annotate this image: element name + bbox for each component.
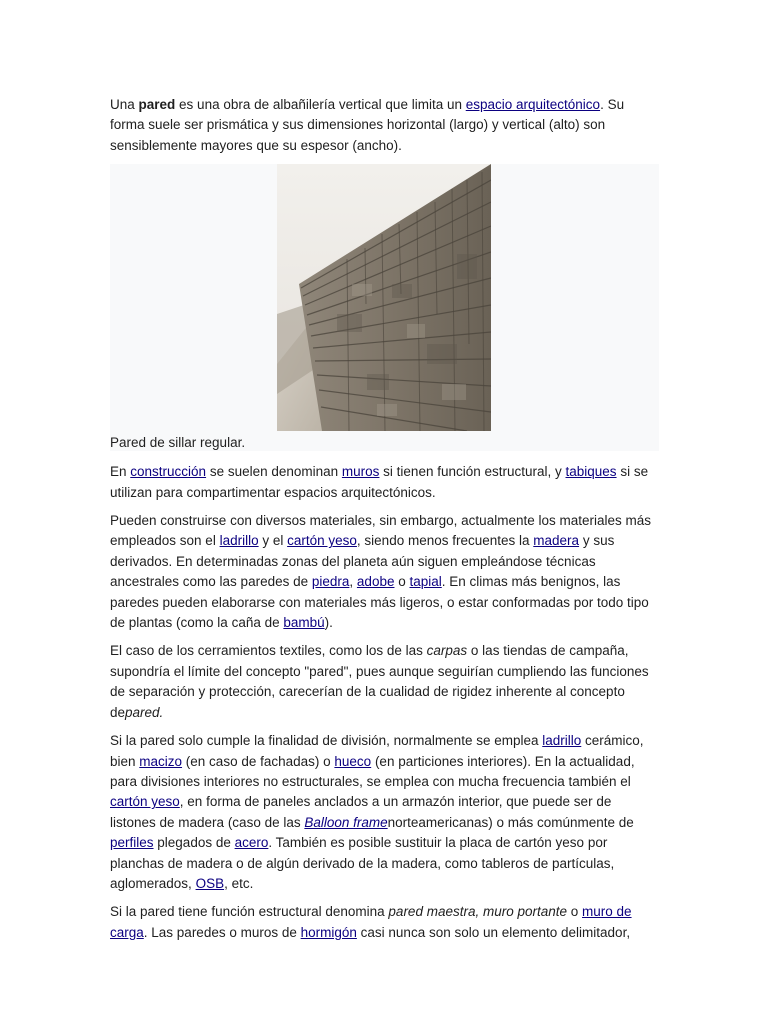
text: si tienen función estructural, y — [379, 464, 566, 480]
text: . En climas más benignos, las paredes pueden elaborarse con materiales más ligeros, o estar conformadas por todo tipo de plantas (como la caña de — [110, 574, 649, 631]
text: Si la pared tiene función estructural denomina — [110, 904, 389, 920]
text: ). — [324, 615, 333, 631]
text: . Las paredes o muros de — [143, 924, 301, 940]
text: si se utilizan para compartimentar espacios arquitectónicos. — [110, 464, 649, 500]
text: norteamericanas) o más comúnmente de — [387, 814, 634, 830]
text: y el — [258, 533, 288, 549]
text: Pueden construirse con diversos materiales, sin embargo, actualmente los materiales más empleados son el — [110, 513, 652, 549]
text: Si la pared solo cumple la finalidad de división, normalmente se emplea — [110, 733, 543, 749]
text: , siendo menos frecuentes la — [356, 533, 534, 549]
paragraph-division — [110, 731, 659, 894]
text: , etc. — [224, 875, 254, 891]
italic-term: pared. — [125, 704, 164, 720]
link-hormigon[interactable]: hormigón — [300, 924, 357, 940]
text: Una — [110, 97, 139, 112]
text: plegados de — [153, 835, 235, 851]
text: o las tiendas de campaña, supondría el límite del concepto "pared", pues aunque seguirían cumpliendo las funciones de separación y protección, carecerían de la cualidad de rigidez inherente al concepto de — [110, 643, 649, 720]
text: . También es posible sustituir la placa de cartón yeso por planchas de madera o de algún derivado de la madera, como tableros de partículas, aglomerados, — [110, 835, 615, 891]
text: cerámico, bien — [110, 733, 644, 769]
link-tapial[interactable]: tapial — [409, 574, 442, 590]
paragraph-construccion — [110, 462, 659, 503]
link-espacio-arquitectonico[interactable]: espacio arquitectónico — [465, 97, 601, 112]
text: , en forma de paneles anclados a un armazón interior, que puede ser de listones de madera (caso de las — [110, 794, 612, 830]
paragraph-materiales — [110, 511, 659, 633]
text: , — [349, 574, 357, 590]
text: (en caso de fachadas) o — [182, 753, 335, 769]
link-adobe[interactable]: adobe — [356, 574, 395, 590]
italic-term: carpas — [426, 643, 468, 659]
link-bambu[interactable]: bambú — [283, 615, 325, 631]
text: y sus derivados. En determinadas zonas del planeta aún siguen empleándose técnicas ancestrales como las paredes de — [110, 533, 615, 590]
link-carton-yeso-2[interactable]: cartón yeso — [110, 794, 180, 810]
link-ladrillo-2[interactable]: ladrillo — [542, 733, 582, 749]
stone-wall-image — [277, 164, 491, 431]
figure-wall-photo — [110, 164, 659, 451]
text: El caso de los cerramientos textiles, como los de las — [110, 643, 427, 659]
link-tabiques[interactable]: tabiques — [565, 464, 617, 480]
paragraph-estructural — [110, 902, 659, 943]
link-perfiles[interactable]: perfiles — [110, 835, 154, 851]
link-madera[interactable]: madera — [533, 533, 580, 549]
italic-term: pared maestra, muro portante — [388, 904, 568, 920]
link-muro-de-carga[interactable]: muro de carga — [110, 904, 632, 940]
link-osb[interactable]: OSB — [195, 875, 225, 891]
link-ladrillo[interactable]: ladrillo — [219, 533, 259, 549]
text: En — [110, 464, 131, 480]
link-acero[interactable]: acero — [234, 835, 269, 851]
text: casi nunca son solo un elemento delimitador, — [356, 924, 631, 940]
article-body — [110, 95, 659, 951]
term-bold: pared — [138, 97, 176, 112]
link-piedra[interactable]: piedra — [311, 574, 350, 590]
link-hueco[interactable]: hueco — [334, 753, 372, 769]
figure-caption: Pared de sillar regular. — [110, 435, 246, 451]
text: (en particiones interiores). En la actualidad, para divisiones interiores no estructurales, se emplea con mucha frecuencia también el — [110, 753, 635, 789]
link-muros[interactable]: muros — [341, 464, 380, 480]
link-macizo[interactable]: macizo — [139, 753, 183, 769]
text: se suelen denominan — [206, 464, 342, 480]
link-carton-yeso[interactable]: cartón yeso — [287, 533, 357, 549]
link-construccion[interactable]: construcción — [130, 464, 207, 480]
text: . Su forma suele ser prismática y sus dimensiones horizontal (largo) y vertical (alto) son sensiblemente mayores que su espesor (ancho). — [110, 97, 625, 153]
link-balloon-frame[interactable] — [304, 815, 387, 830]
text: o — [567, 904, 583, 920]
intro-paragraph — [110, 95, 659, 156]
paragraph-cerramientos — [110, 641, 659, 723]
link-label: Balloon frame — [304, 814, 388, 830]
text: es una obra de albañilería vertical que limita un — [175, 97, 466, 112]
text: o — [394, 574, 410, 590]
